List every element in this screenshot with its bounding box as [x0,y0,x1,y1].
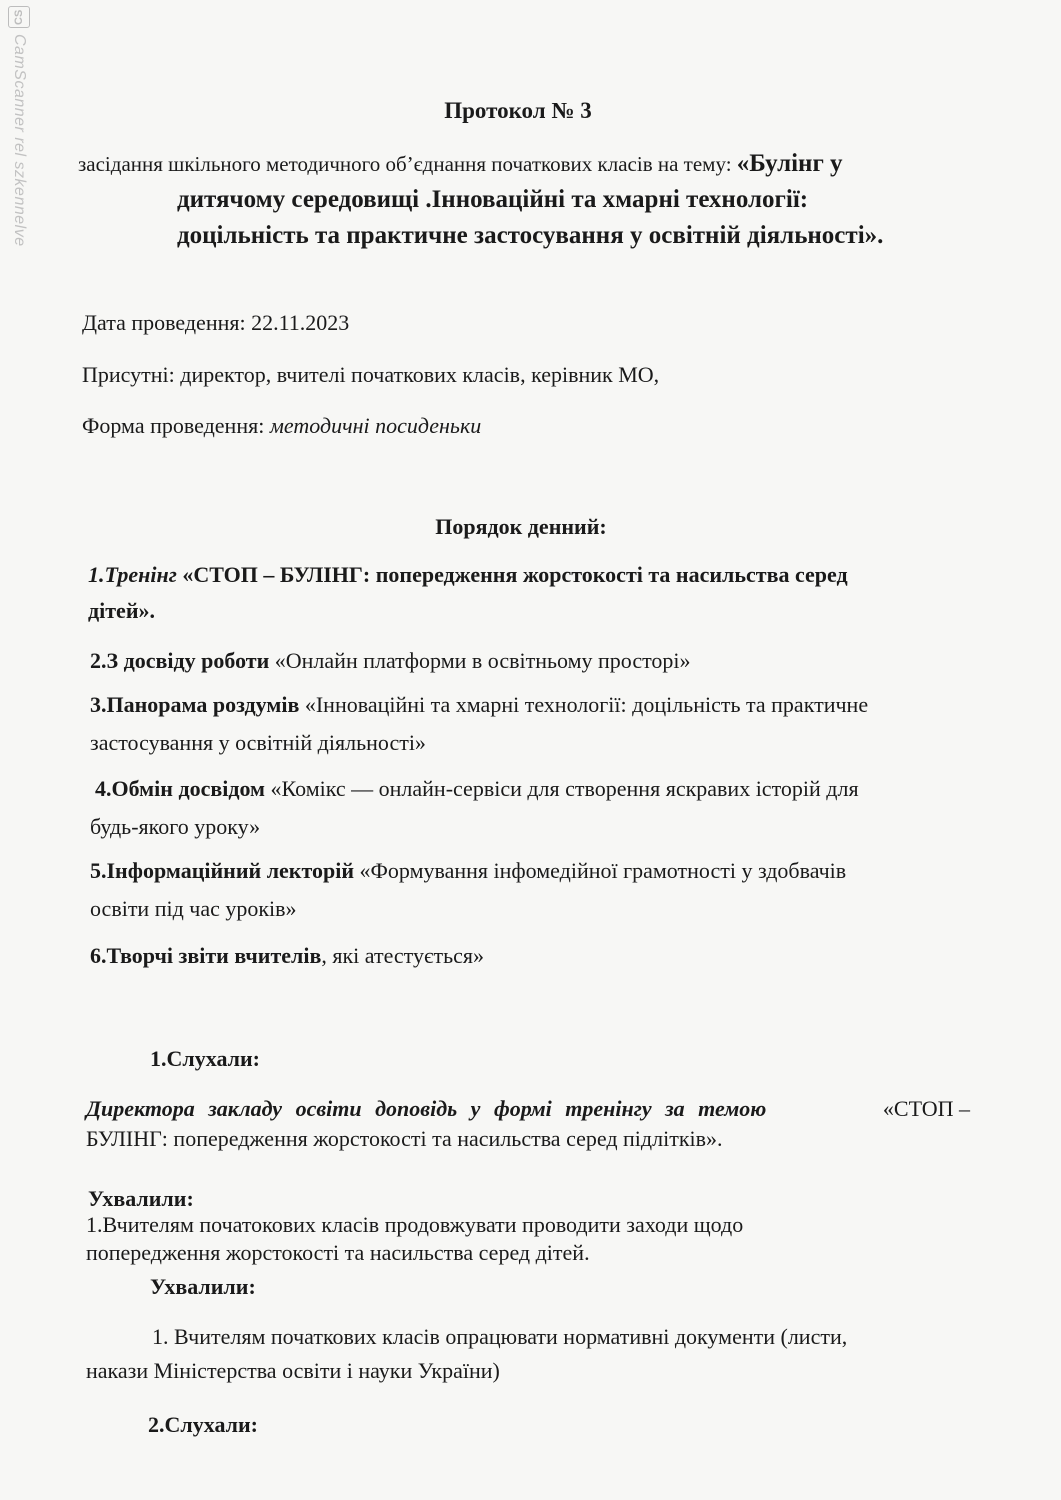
agenda-item-1-text: «СТОП – БУЛІНГ: попередження жорстокості та насильства серед [182,562,848,587]
agenda-item-6-text: , які атестується» [321,943,484,968]
meeting-date [82,310,349,336]
agenda-item-6 [90,943,484,969]
agenda-item-5-text: «Формування інфомедійної грамотності у здобвачів [359,858,847,883]
form-label: Форма проведення: [82,413,270,438]
section-1-approved-2-line-1: 1. Вчителям початкових класів опрацювати нормативні документи (листи, [152,1324,848,1349]
section-1-heard-quote: «СТОП – [882,1096,970,1121]
present-value: директор, вчителі початкових класів, керівник МО, [180,362,660,387]
attendees [82,362,659,388]
agenda-item-4-cont: будь-якого уроку» [90,814,261,839]
section-1-heard-line-2: БУЛІНГ: попередження жорстокості та насильства серед підлітків». [86,1126,723,1151]
date-value: 22.11.2023 [251,310,350,335]
agenda-item-3-cont: застосування у освітній діяльності» [90,730,426,755]
section-1-approved-2-heading: Ухвалили: [150,1274,256,1299]
agenda-item-1-type: 1.Тренінг [88,562,183,587]
agenda-item-2-text: «Онлайн платформи в освітньому просторі» [274,648,691,673]
agenda-item-3-text: «Інноваційні та хмарні технології: доцільність та практичне [304,692,869,717]
agenda-item-1-cont: дітей». [88,598,155,623]
section-1-approved-heading: Ухвалили: [88,1186,194,1211]
protocol-title: Протокол № 3 [444,98,592,123]
topic-line-2: дитячому середовищі .Інноваційні та хмарні технології: [177,186,809,213]
agenda-item-5-cont: освіти під час уроків» [90,896,297,921]
section-1-approved-line-1: 1.Вчителям початокових класів продовжувати проводити заходи щодо [86,1212,744,1237]
section-1-approved-2-line-2: накази Міністерства освіти і науки України) [86,1358,500,1383]
agenda-heading: Порядок денний: [435,514,607,539]
agenda-item-2-type: 2.З досвіду роботи [90,648,275,673]
agenda-item-4 [95,776,859,802]
agenda-item-1 [88,562,848,588]
agenda-item-4-type: 4.Обмін досвідом [95,776,271,801]
agenda-item-3-type: 3.Панорама роздумів [90,692,305,717]
camscanner-logo-icon: CS [8,6,30,28]
section-1-heard-heading: 1.Слухали: [150,1046,260,1071]
agenda-item-5-type: 5.Інформаційний лекторій [90,858,360,883]
form-value: методичні посиденьки [269,413,482,438]
section-1-heard-italic: Директора закладу освіти доповідь у формі тренінгу за темою [86,1096,767,1121]
agenda-item-3 [90,692,868,718]
section-1-heard-line-1 [86,1096,970,1122]
meeting-form [82,413,481,439]
watermark-text: CamScanner rel szkennelve [11,34,28,247]
date-label: Дата проведення: [82,310,252,335]
section-2-heard-heading: 2.Слухали: [148,1412,258,1437]
section-1-approved-line-2: попередження жорстокості та насильства серед дітей. [86,1240,590,1265]
camscanner-watermark [6,6,32,247]
agenda-item-2 [90,648,691,674]
agenda-item-4-text: «Комікс — онлайн-сервіси для створення яскравих історій для [270,776,859,801]
agenda-item-6-type: 6.Творчі звіти вчителів [90,943,322,968]
topic-prefix: засідання шкільного методичного об’єднання початкових класів на тему: [78,152,737,176]
agenda-item-5 [90,858,846,884]
topic-line-1 [78,150,843,178]
topic-line-3: доцільність та практичне застосування у освітній діяльності». [177,222,884,249]
present-label: Присутні: [82,362,181,387]
topic-bold-start: «Булінг у [736,150,843,177]
